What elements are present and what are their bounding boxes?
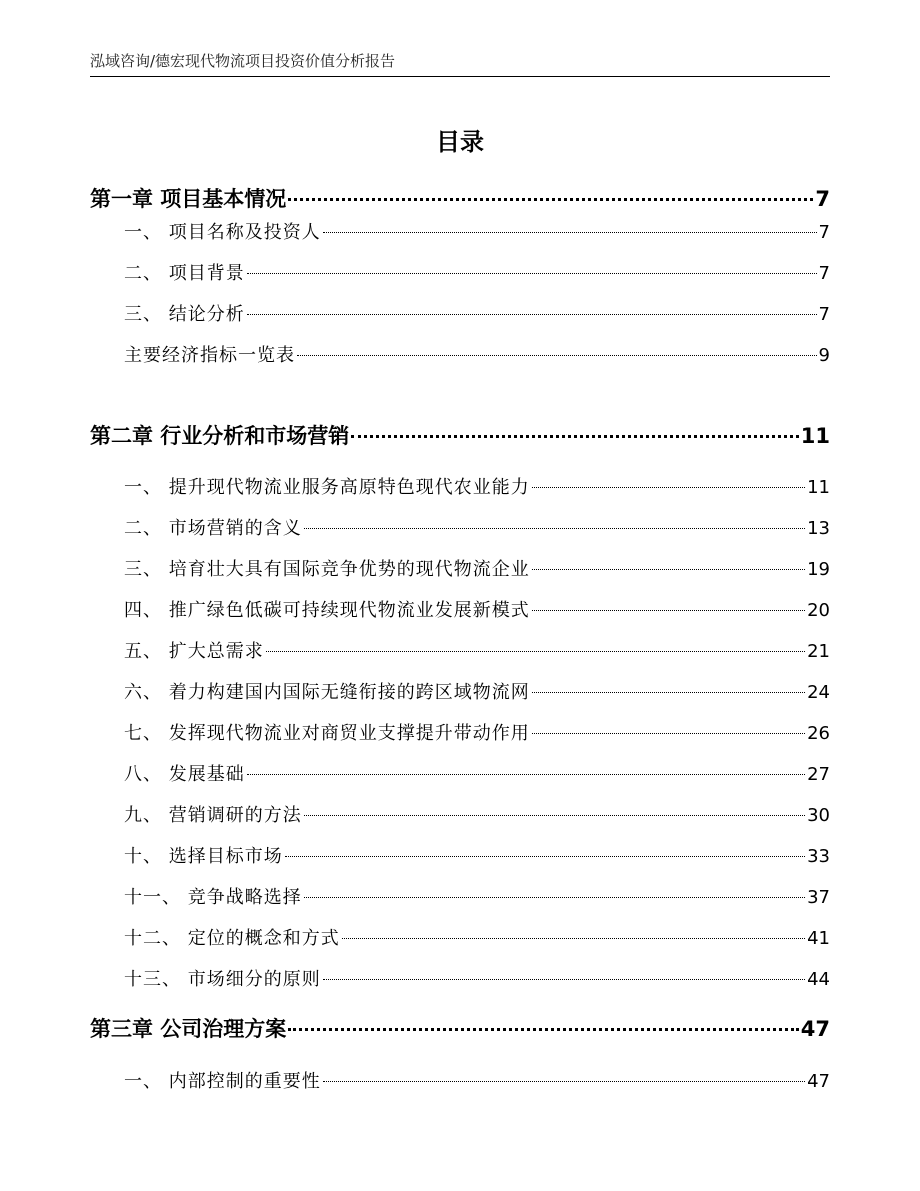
- toc-page-number: 27: [807, 764, 830, 785]
- toc-page-number: 33: [807, 846, 830, 867]
- dot-leader: [323, 232, 817, 233]
- toc-page-number: 24: [807, 682, 830, 703]
- toc-entry-label: 主要经济指标一览表: [124, 341, 295, 367]
- toc-section-entry[interactable]: [124, 341, 830, 367]
- toc-entry-label: 七、 发挥现代物流业对商贸业支撑提升带动作用: [124, 719, 530, 745]
- dot-leader: [304, 897, 805, 898]
- page-header: 泓域咨询/德宏现代物流项目投资价值分析报告: [90, 50, 830, 77]
- toc-page-number: 11: [807, 477, 830, 498]
- toc-page-number: 30: [807, 805, 830, 826]
- toc-chapter-entry[interactable]: [90, 1013, 830, 1043]
- toc-section-entry[interactable]: [124, 514, 830, 540]
- toc-entry-label: 九、 营销调研的方法: [124, 801, 302, 827]
- toc-entry-label: 第二章 行业分析和市场营销: [90, 420, 349, 450]
- dot-leader: [304, 815, 805, 816]
- toc-entry-label: 第一章 项目基本情况: [90, 183, 286, 213]
- dot-leader: [247, 273, 817, 274]
- toc-entry-label: 十、 选择目标市场: [124, 842, 283, 868]
- toc-page-number: 7: [818, 222, 830, 243]
- toc-entry-label: 二、 项目背景: [124, 259, 245, 285]
- toc-page-number: 20: [807, 600, 830, 621]
- dot-leader: [288, 198, 813, 201]
- toc-page-number: 44: [807, 969, 830, 990]
- toc-page-number: 13: [807, 518, 830, 539]
- toc-section-entry[interactable]: [124, 760, 830, 786]
- toc-section-entry[interactable]: [124, 883, 830, 909]
- toc-section-entry[interactable]: [124, 1067, 830, 1093]
- toc-entry-label: 一、 提升现代物流业服务高原特色现代农业能力: [124, 473, 530, 499]
- toc-entry-label: 一、 项目名称及投资人: [124, 218, 321, 244]
- toc-entry-label: 十二、 定位的概念和方式: [124, 924, 340, 950]
- toc-page-number: 11: [800, 424, 830, 448]
- toc-title: 目录: [436, 128, 484, 156]
- toc-section-entry[interactable]: [124, 678, 830, 704]
- toc-entry-label: 五、 扩大总需求: [124, 637, 264, 663]
- toc-entry-label: 四、 推广绿色低碳可持续现代物流业发展新模式: [124, 596, 530, 622]
- toc-entry-label: 二、 市场营销的含义: [124, 514, 302, 540]
- toc-entry-label: 第三章 公司治理方案: [90, 1013, 286, 1043]
- toc-page-number: 21: [807, 641, 830, 662]
- toc-page-number: 26: [807, 723, 830, 744]
- toc-entry-label: 十三、 市场细分的原则: [124, 965, 321, 991]
- toc-section-entry[interactable]: [124, 924, 830, 950]
- toc-section-entry[interactable]: [124, 473, 830, 499]
- dot-leader: [323, 979, 805, 980]
- toc-chapter-entry[interactable]: [90, 183, 830, 213]
- toc-entry-label: 十一、 竞争战略选择: [124, 883, 302, 909]
- toc-section-entry[interactable]: [124, 965, 830, 991]
- toc-page-number: 7: [815, 187, 830, 211]
- toc-section-entry[interactable]: [124, 555, 830, 581]
- dot-leader: [304, 528, 805, 529]
- dot-leader: [285, 856, 805, 857]
- toc-chapter-entry[interactable]: [90, 420, 830, 450]
- dot-leader: [532, 487, 805, 488]
- dot-leader: [323, 1081, 805, 1082]
- toc-section-entry[interactable]: [124, 719, 830, 745]
- toc-page-number: 9: [818, 345, 830, 366]
- toc-section-entry[interactable]: [124, 842, 830, 868]
- toc-section-entry[interactable]: [124, 259, 830, 285]
- toc-page-number: 7: [818, 263, 830, 284]
- toc-page-number: 47: [807, 1071, 830, 1092]
- toc-entry-label: 八、 发展基础: [124, 760, 245, 786]
- dot-leader: [247, 774, 805, 775]
- dot-leader: [532, 733, 805, 734]
- toc-entry-label: 三、 培育壮大具有国际竞争优势的现代物流企业: [124, 555, 530, 581]
- dot-leader: [342, 938, 805, 939]
- toc-section-entry[interactable]: [124, 801, 830, 827]
- toc-page-number: 41: [807, 928, 830, 949]
- toc-page-number: 19: [807, 559, 830, 580]
- dot-leader: [288, 1028, 798, 1031]
- dot-leader: [532, 610, 805, 611]
- toc-section-entry[interactable]: [124, 596, 830, 622]
- dot-leader: [247, 314, 817, 315]
- toc-section-entry[interactable]: [124, 218, 830, 244]
- dot-leader: [532, 569, 805, 570]
- toc-page-number: 37: [807, 887, 830, 908]
- toc-entry-label: 三、 结论分析: [124, 300, 245, 326]
- toc-entry-label: 六、 着力构建国内国际无缝衔接的跨区域物流网: [124, 678, 530, 704]
- dot-leader: [351, 435, 798, 438]
- toc-page-number: 7: [818, 304, 830, 325]
- toc-section-entry[interactable]: [124, 637, 830, 663]
- dot-leader: [266, 651, 805, 652]
- toc-section-entry[interactable]: [124, 300, 830, 326]
- toc-page-number: 47: [800, 1017, 830, 1041]
- dot-leader: [532, 692, 805, 693]
- dot-leader: [297, 355, 817, 356]
- toc-entry-label: 一、 内部控制的重要性: [124, 1067, 321, 1093]
